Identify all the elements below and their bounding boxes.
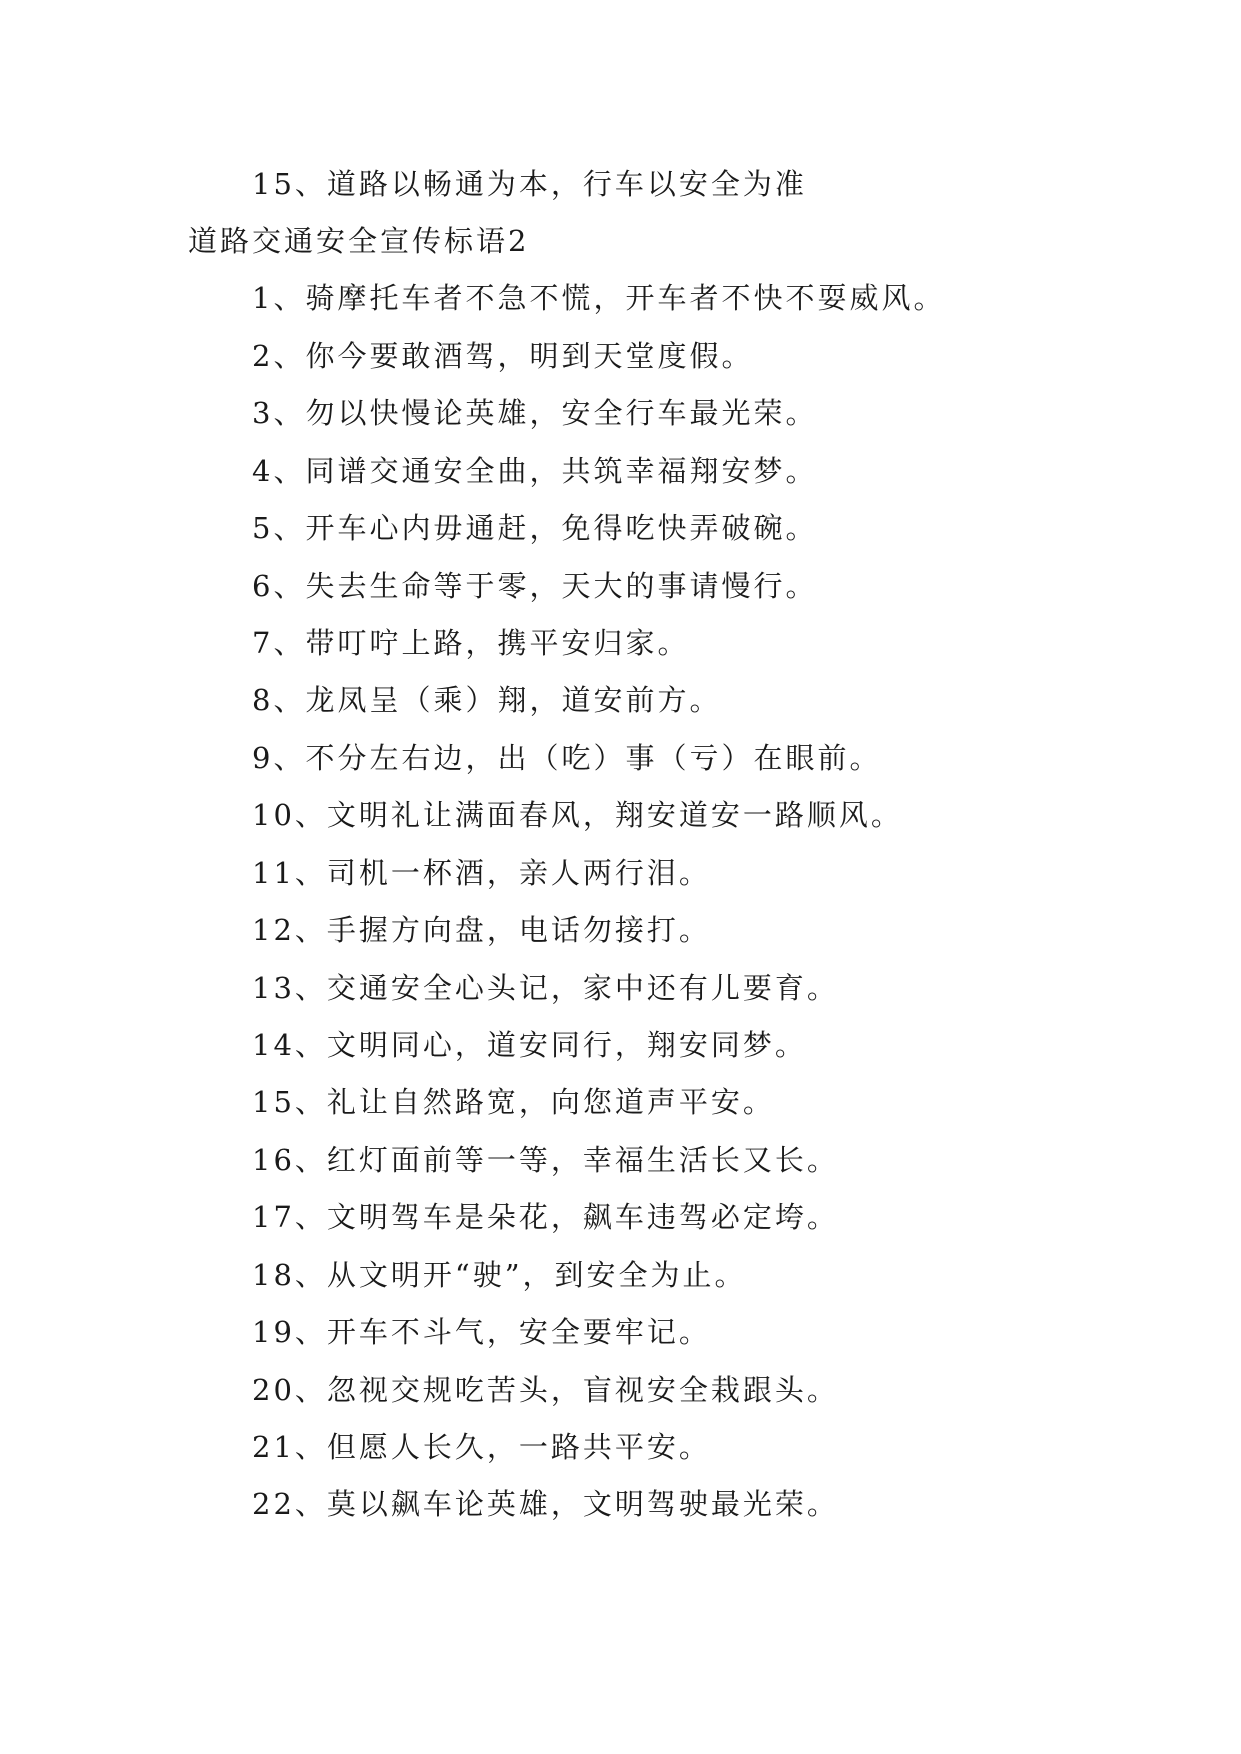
slogan-item: 9、不分左右边，出（吃）事（亏）在眼前。 (252, 741, 882, 775)
slogan-item: 16、红灯面前等一等，幸福生活长又长。 (252, 1143, 839, 1177)
slogan-item: 15、礼让自然路宽，向您道声平安。 (252, 1085, 775, 1119)
slogan-item-top: 15、道路以畅通为本，行车以安全为准 (252, 167, 807, 201)
slogan-item: 18、从文明开“驶”，到安全为止。 (252, 1258, 747, 1292)
slogan-item: 14、文明同心，道安同行，翔安同梦。 (252, 1028, 807, 1062)
slogan-item: 22、莫以飙车论英雄，文明驾驶最光荣。 (252, 1487, 839, 1521)
slogan-item: 7、带叮咛上路，携平安归家。 (252, 626, 690, 660)
slogan-item: 2、你今要敢酒驾，明到天堂度假。 (252, 339, 754, 373)
slogan-item: 12、手握方向盘，电话勿接打。 (252, 913, 711, 947)
section-heading: 道路交通安全宣传标语2 (188, 224, 530, 258)
slogan-item: 1、骑摩托车者不急不慌，开车者不快不耍威风。 (252, 281, 946, 315)
slogan-item: 19、开车不斗气，安全要牢记。 (252, 1315, 711, 1349)
slogan-item: 6、失去生命等于零，天大的事请慢行。 (252, 569, 818, 603)
slogan-item: 10、文明礼让满面春风，翔安道安一路顺风。 (252, 798, 903, 832)
slogan-item: 20、忽视交规吃苦头，盲视安全栽跟头。 (252, 1373, 839, 1407)
slogan-item: 11、司机一杯酒，亲人两行泪。 (252, 856, 711, 890)
slogan-item: 13、交通安全心头记，家中还有儿要育。 (252, 971, 839, 1005)
slogan-item: 17、文明驾车是朵花，飙车违驾必定垮。 (252, 1200, 839, 1234)
slogan-item: 8、龙凤呈（乘）翔，道安前方。 (252, 683, 722, 717)
slogan-item: 4、同谱交通安全曲，共筑幸福翔安梦。 (252, 454, 818, 488)
slogan-item: 3、勿以快慢论英雄，安全行车最光荣。 (252, 396, 818, 430)
slogan-item: 5、开车心内毋通赶，免得吃快弄破碗。 (252, 511, 818, 545)
slogan-item: 21、但愿人长久，一路共平安。 (252, 1430, 711, 1464)
